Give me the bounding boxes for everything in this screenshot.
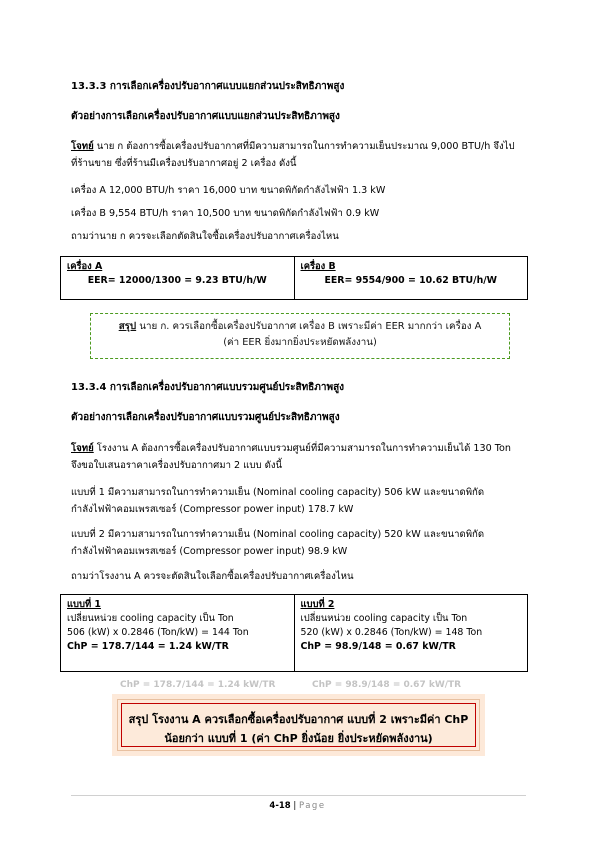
problem-1-line-1: [71, 140, 515, 154]
type-2-line-2: กำลังไฟฟ้าคอมเพรสเซอร์ (Compressor power input) 98.9 kW: [71, 546, 348, 557]
eer-cell-a: [61, 257, 294, 299]
chp-2-calc: 520 (kW) x 0.2846 (Ton/kW) = 148 Ton: [300, 627, 483, 638]
problem-2-line-2: จึงขอใบเสนอราคาเครื่องปรับอากาศมา 2 แบบ ดังนี้: [71, 460, 283, 471]
section-heading-1333: 13.3.3 การเลือกเครื่องปรับอากาศแบบแยกส่วนประสิทธิภาพสูง: [71, 81, 345, 92]
summary-text: นาย ก. ควรเลือกซื้อเครื่องปรับอากาศ เครื่อง B เพราะมีค่า EER มากกว่า เครื่อง A: [136, 321, 482, 332]
eer-value-b: EER= 9554/900 = 10.62 BTU/h/W: [324, 275, 498, 286]
section-heading-1334: 13.3.4 การเลือกเครื่องปรับอากาศแบบรวมศูนย์ประสิทธิภาพสูง: [71, 382, 345, 393]
summary-box-2-inner: [121, 703, 476, 747]
question-1: ถามว่านาย ก ควรจะเลือกตัดสินใจซื้อเครื่องปรับอากาศเครื่องไหน: [71, 231, 339, 242]
ghost-chp-1: ChP = 178.7/144 = 1.24 kW/TR: [120, 680, 276, 690]
ghost-chp-2: ChP = 98.9/148 = 0.67 kW/TR: [312, 680, 462, 690]
footer-divider: [71, 795, 526, 796]
chp-header-1: แบบที่ 1: [67, 599, 101, 610]
chp-2-convert: เปลี่ยนหน่วย cooling capacity เป็น Ton: [300, 613, 468, 624]
chp-cell-1: [61, 595, 294, 671]
problem-2-line-1: [71, 442, 511, 456]
summary-2-line-1: สรุป โรงงาน A ควรเลือกซื้อเครื่องปรับอากาศ แบบที่ 2 เพราะมีค่า ChP: [128, 713, 469, 726]
page-number: 4-18: [269, 801, 291, 811]
question-2: ถามว่าโรงงาน A ควรจะตัดสินใจเลือกซื้อเครื่องปรับอากาศเครื่องไหน: [71, 571, 354, 582]
example-title-1: ตัวอย่างการเลือกเครื่องปรับอากาศแบบแยกส่วนประสิทธิภาพสูง: [71, 111, 340, 122]
chp-1-result: ChP = 178.7/144 = 1.24 kW/TR: [67, 641, 229, 652]
summary-box-1: [90, 313, 510, 359]
eer-cell-b: [294, 257, 528, 299]
chp-1-calc: 506 (kW) x 0.2846 (Ton/kW) = 144 Ton: [67, 627, 249, 638]
page-word: Page: [298, 801, 326, 811]
summary-1-line-2: (ค่า EER ยิ่งมากยิ่งประหยัดพลังงาน): [223, 337, 377, 348]
eer-header-b: เครื่อง B: [300, 261, 336, 272]
problem-label: โจทย์: [71, 141, 94, 152]
summary-1-line-1: [91, 319, 509, 335]
chp-1-convert: เปลี่ยนหน่วย cooling capacity เป็น Ton: [67, 613, 234, 624]
summary-box-2: [112, 694, 485, 756]
type-1-line-1: แบบที่ 1 มีความสามารถในการทำความเย็น (Nominal cooling capacity) 506 kW และขนาดพิกัด: [71, 487, 485, 498]
machine-b-spec: เครื่อง B 9,554 BTU/h ราคา 10,500 บาท ขนาดพิกัดกำลังไฟฟ้า 0.9 kW: [71, 208, 380, 219]
type-2-line-1: แบบที่ 2 มีความสามารถในการทำความเย็น (Nominal cooling capacity) 520 kW และขนาดพิกัด: [71, 529, 485, 540]
page-footer: [0, 801, 595, 811]
eer-header-a: เครื่อง A: [67, 261, 103, 272]
chp-cell-2: [294, 595, 528, 671]
chp-2-result: ChP = 98.9/148 = 0.67 kW/TR: [300, 641, 456, 652]
eer-table: [60, 256, 528, 300]
problem-text-2: โรงงาน A ต้องการซื้อเครื่องปรับอากาศแบบรวมศูนย์ที่มีความสามารถในการทำความเย็นได้ 130 Ton: [93, 443, 511, 454]
problem-1-line-2: ที่ร้านขาย ซึ่งที่ร้านมีเครื่องปรับอากาศอยู่ 2 เครื่อง ดังนี้: [71, 158, 297, 169]
machine-a-spec: เครื่อง A 12,000 BTU/h ราคา 16,000 บาท ขนาดพิกัดกำลังไฟฟ้า 1.3 kW: [71, 185, 386, 196]
chp-header-2: แบบที่ 2: [300, 599, 335, 610]
summary-2-line-2: น้อยกว่า แบบที่ 1 (ค่า ChP ยิ่งน้อย ยิ่งประหยัดพลังงาน): [164, 732, 433, 745]
chp-table: [60, 594, 528, 672]
eer-value-a: EER= 12000/1300 = 9.23 BTU/h/W: [87, 275, 267, 286]
footer-separator: |: [290, 801, 299, 811]
type-1-line-2: กำลังไฟฟ้าคอมเพรสเซอร์ (Compressor power input) 178.7 kW: [71, 504, 354, 515]
summary-label: สรุป: [118, 321, 137, 332]
problem-label-2: โจทย์: [71, 443, 94, 454]
example-title-2: ตัวอย่างการเลือกเครื่องปรับอากาศแบบรวมศูนย์ประสิทธิภาพสูง: [71, 412, 340, 423]
problem-text: นาย ก ต้องการซื้อเครื่องปรับอากาศที่มีความสามารถในการทำความเย็นประมาณ 9,000 BTU/h จึงไป: [93, 141, 515, 152]
